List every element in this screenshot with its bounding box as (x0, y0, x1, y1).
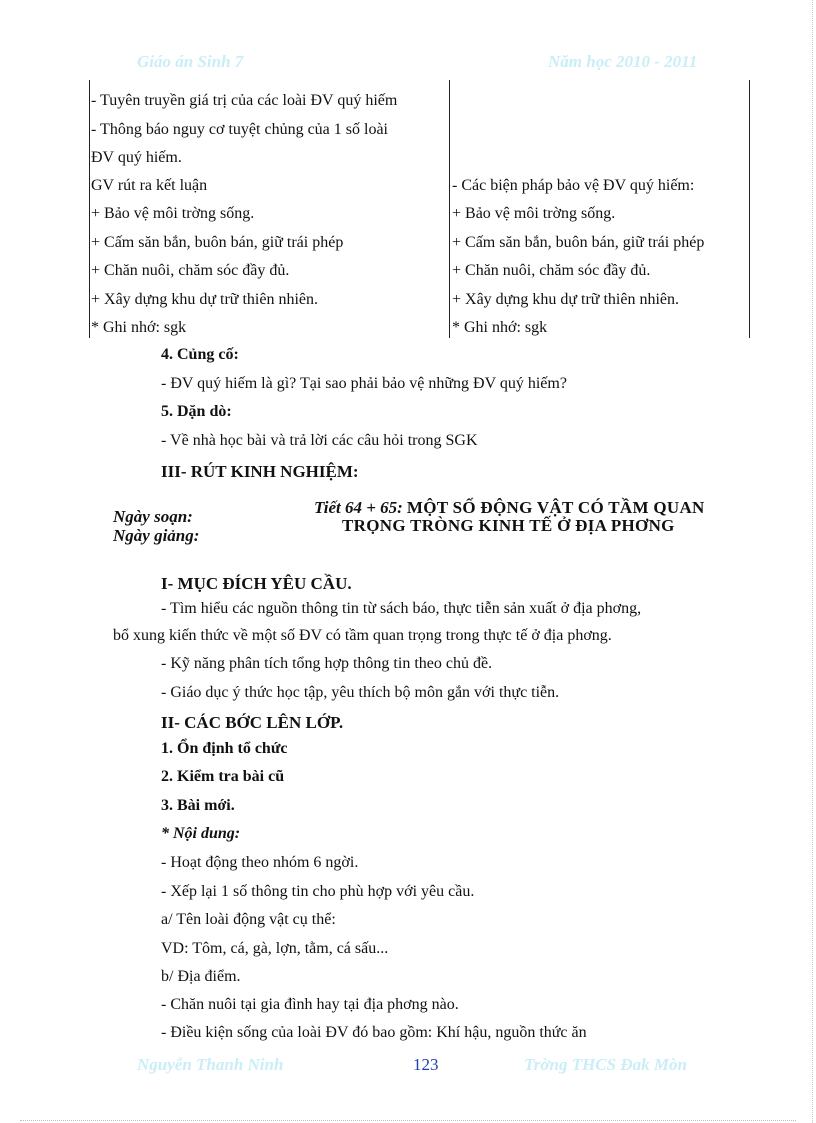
table-right-row: - Các biện pháp bảo vệ ĐV quý hiếm: (452, 177, 695, 194)
page-bottom-border (20, 1120, 796, 1121)
table-right-row: + Cấm săn bắn, buôn bán, giữ trái phép (452, 234, 705, 251)
table-right-row: + Chăn nuôi, chăm sóc đầy đủ. (452, 262, 651, 279)
header-school-year: Năm học 2010 - 2011 (548, 52, 698, 71)
paragraph-line: a/ Tên loài động vật cụ thể: (161, 911, 336, 928)
date-taught-label: Ngày giảng: (113, 526, 200, 545)
table-right-row: + Bảo vệ môi trờng sống. (452, 205, 616, 222)
table-left-row: - Thông báo nguy cơ tuyệt chủng của 1 số loài (91, 121, 388, 138)
content-label: * Nội dung: (161, 825, 241, 842)
page-number: 123 (413, 1055, 439, 1074)
part-heading: II- CÁC BỚC LÊN LỚP. (161, 713, 344, 732)
page-right-border (812, 0, 813, 1123)
paragraph-line: - Xếp lại 1 số thông tin cho phù hợp với yêu cầu. (161, 883, 475, 900)
section-text: - ĐV quý hiếm là gì? Tại sao phải bảo vệ những ĐV quý hiếm? (161, 375, 567, 392)
table-left-row: GV rút ra kết luận (91, 177, 208, 194)
lesson-title (314, 498, 705, 518)
paragraph-line: bổ xung kiến thức về một số ĐV có tầm quan trọng trong thực tế ở địa phơng. (113, 627, 612, 644)
step-heading: 2. Kiểm tra bài cũ (161, 768, 285, 785)
paragraph-line: VD: Tôm, cá, gà, lợn, tằm, cá sấu... (161, 940, 389, 957)
part-heading: I- MỤC ĐÍCH YÊU CẦU. (161, 574, 352, 593)
table-border-left (89, 80, 90, 338)
paragraph-line: - Hoạt động theo nhóm 6 ngời. (161, 854, 359, 871)
paragraph-line: - Tìm hiểu các nguồn thông tin từ sách báo, thực tiễn sản xuất ở địa phơng, (161, 600, 642, 617)
section-heading: III- RÚT KINH NGHIỆM: (161, 462, 359, 481)
table-left-row: + Chăn nuôi, chăm sóc đầy đủ. (91, 262, 290, 279)
paragraph-line: - Điều kiện sống của loài ĐV đó bao gồm: Khí hậu, nguồn thức ăn (161, 1024, 587, 1041)
footer-author: Nguyễn Thanh Ninh (137, 1055, 284, 1074)
paragraph-line: - Chăn nuôi tại gia đình hay tại địa phơng nào. (161, 996, 459, 1013)
table-border-right (749, 80, 750, 338)
step-heading: 1. Ổn định tổ chức (161, 740, 288, 757)
table-left-row: + Bảo vệ môi trờng sống. (91, 205, 255, 222)
footer-school: Trờng THCS Đak Mòn (524, 1055, 687, 1074)
section-heading: 5. Dặn dò: (161, 403, 232, 420)
step-heading: 3. Bài mới. (161, 797, 235, 814)
table-left-row: + Cấm săn bắn, buôn bán, giữ trái phép (91, 234, 344, 251)
section-text: - Về nhà học bài và trả lời các câu hỏi trong SGK (161, 432, 478, 449)
date-prepared-label: Ngày soạn: (113, 507, 193, 526)
lesson-title-line2: TRỌNG TRÒNG KINH TẾ Ở ĐỊA PHƠNG (342, 516, 675, 535)
table-right-row: * Ghi nhớ: sgk (452, 319, 548, 336)
table-right-row: + Xây dựng khu dự trữ thiên nhiên. (452, 291, 680, 308)
header-subject: Giáo án Sinh 7 (137, 52, 244, 71)
table-border-middle (449, 80, 450, 338)
paragraph-line: b/ Địa điểm. (161, 968, 241, 985)
paragraph-line: - Giáo dục ý thức học tập, yêu thích bộ môn gắn với thực tiễn. (161, 684, 560, 701)
table-left-row: ĐV quý hiếm. (91, 149, 182, 166)
paragraph-line: - Kỹ năng phân tích tổng hợp thông tin theo chủ đề. (161, 655, 493, 672)
table-left-row: + Xây dựng khu dự trữ thiên nhiên. (91, 291, 319, 308)
lesson-period: Tiết 64 + 65: (314, 498, 403, 517)
section-heading: 4. Củng cố: (161, 346, 239, 363)
lesson-title-line1: MỘT SỐ ĐỘNG VẬT CÓ TẦM QUAN (406, 498, 705, 517)
table-left-row: - Tuyên truyền giá trị của các loài ĐV quý hiếm (91, 92, 398, 109)
table-left-row: * Ghi nhớ: sgk (91, 319, 187, 336)
